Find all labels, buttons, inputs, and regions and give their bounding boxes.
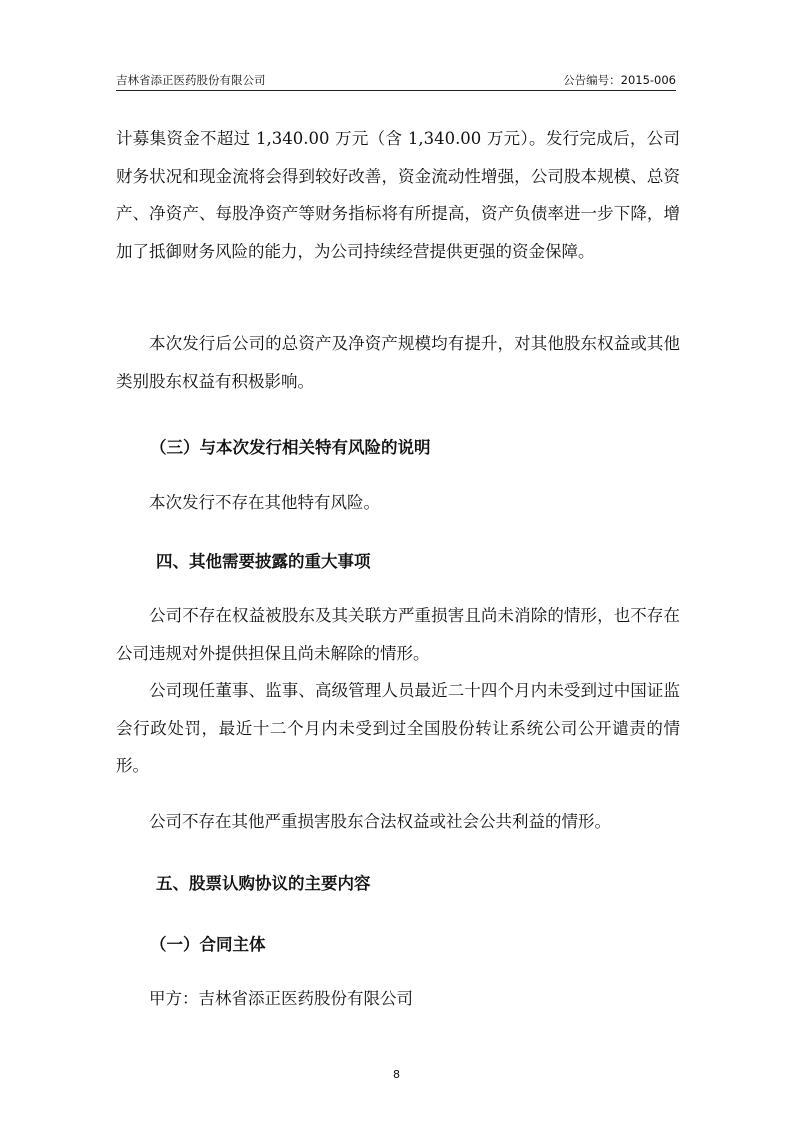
heading-other-matters: 四、其他需要披露的重大事项	[156, 552, 371, 571]
paragraph-financial-impact: 计募集资金不超过 1,340.00 万元（含 1,340.00 万元）。发行完成后，公司财务状况和现金流将会得到较好改善，资金流动性增强，公司股本规模、总资产、净资产、每股净资产等财务指标将有所提高，资产负债率进一步下降，增加了抵御财务风险的能力，为公司持续经营提供更强的资金保障。	[116, 129, 680, 261]
header-doc-number: 公告编号：2015-006	[563, 73, 676, 87]
paragraph-no-penalty: 公司现任董事、监事、高级管理人员最近二十四个月内未受到过中国证监会行政处罚，最近十二个月内未受到过全国股份转让系统公司公开谴责的情形。	[116, 681, 680, 775]
page-header	[116, 68, 676, 91]
heading-risk: （三）与本次发行相关特有风险的说明	[150, 438, 431, 457]
paragraph-shareholder-impact: 本次发行后公司的总资产及净资产规模均有提升，对其他股东权益或其他类别股东权益有积极影响。	[116, 334, 680, 391]
page-number: 8	[393, 1068, 400, 1081]
paragraph-no-damage: 公司不存在权益被股东及其关联方严重损害且尚未消除的情形，也不存在公司违规对外提供担保且尚未解除的情形。	[116, 606, 680, 663]
header-company: 吉林省添正医药股份有限公司	[116, 73, 266, 87]
paragraph-party-a: 甲方：吉林省添正医药股份有限公司	[149, 989, 413, 1008]
paragraph-risk: 本次发行不存在其他特有风险。	[149, 493, 380, 512]
paragraph-no-other-damage: 公司不存在其他严重损害股东合法权益或社会公共利益的情形。	[149, 812, 611, 831]
heading-subscription-agreement: 五、股票认购协议的主要内容	[156, 874, 371, 893]
heading-contract-parties: （一）合同主体	[150, 935, 266, 954]
